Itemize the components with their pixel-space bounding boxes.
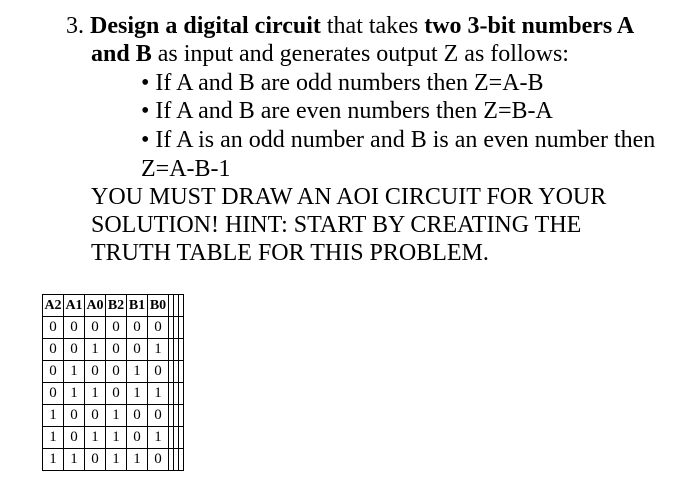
- instruction-line: TRUTH TABLE FOR THIS PROBLEM.: [91, 240, 489, 266]
- table-row: [43, 317, 184, 339]
- table-cell: 0: [127, 405, 148, 427]
- table-cell: 1: [64, 449, 85, 471]
- table-cell: 1: [148, 427, 169, 449]
- column-header: B1: [127, 295, 148, 317]
- column-header: B2: [106, 295, 127, 317]
- table-row: [43, 405, 184, 427]
- instruction-line: YOU MUST DRAW AN AOI CIRCUIT FOR YOUR: [91, 184, 607, 210]
- problem-line-1-text: that takes: [320, 13, 425, 39]
- empty-column-header: [179, 295, 184, 317]
- table-cell: 0: [85, 405, 106, 427]
- table-cell: 1: [106, 427, 127, 449]
- column-header: B0: [148, 295, 169, 317]
- rule-text: If A is an odd number and B is an even number then: [155, 127, 656, 153]
- table-cell: 0: [127, 317, 148, 339]
- table-cell: 0: [85, 449, 106, 471]
- rule-item: [141, 97, 553, 125]
- problem-inputs-bold: two 3-bit numbers A: [424, 13, 635, 39]
- table-row: [43, 339, 184, 361]
- table-cell: 0: [43, 339, 64, 361]
- empty-cell: [179, 317, 184, 339]
- table-cell: 1: [43, 449, 64, 471]
- empty-cell: [179, 427, 184, 449]
- empty-cell: [179, 405, 184, 427]
- table-cell: 1: [85, 427, 106, 449]
- bullet-icon: •: [141, 70, 150, 96]
- table-cell: 0: [106, 339, 127, 361]
- table-cell: 0: [43, 383, 64, 405]
- column-header: A2: [43, 295, 64, 317]
- table-cell: 0: [64, 405, 85, 427]
- table-cell: 1: [127, 449, 148, 471]
- table-cell: 0: [106, 317, 127, 339]
- column-header: A0: [85, 295, 106, 317]
- problem-inputs-bold-2: and B: [91, 41, 152, 67]
- problem-number: 3.: [66, 13, 84, 39]
- truth-table: [42, 294, 184, 471]
- empty-cell: [179, 383, 184, 405]
- table-cell: 0: [148, 449, 169, 471]
- table-cell: 1: [106, 405, 127, 427]
- problem-title-bold: Design a digital circuit: [90, 13, 321, 39]
- instruction-line: SOLUTION! HINT: START BY CREATING THE: [91, 212, 582, 238]
- table-cell: 0: [85, 317, 106, 339]
- table-cell: 1: [148, 383, 169, 405]
- table-cell: 0: [64, 317, 85, 339]
- empty-cell: [179, 339, 184, 361]
- table-row: [43, 383, 184, 405]
- rule-text: If A and B are even numbers then Z=B-A: [155, 98, 553, 124]
- table-cell: 0: [127, 339, 148, 361]
- table-row: [43, 361, 184, 383]
- table-cell: 0: [127, 427, 148, 449]
- rule-text: If A and B are odd numbers then Z=A-B: [155, 70, 544, 96]
- table-cell: 1: [64, 383, 85, 405]
- table-cell: 0: [148, 317, 169, 339]
- table-cell: 0: [43, 361, 64, 383]
- table-cell: 0: [106, 361, 127, 383]
- table-cell: 0: [64, 339, 85, 361]
- empty-cell: [179, 361, 184, 383]
- table-cell: 1: [85, 383, 106, 405]
- table-cell: 1: [64, 361, 85, 383]
- table-cell: 1: [85, 339, 106, 361]
- table-cell: 0: [148, 405, 169, 427]
- bullet-icon: •: [141, 127, 150, 153]
- problem-line-2: [91, 40, 569, 68]
- problem-line-1: [66, 12, 634, 40]
- table-cell: 0: [148, 361, 169, 383]
- table-cell: 1: [127, 361, 148, 383]
- table-cell: 0: [64, 427, 85, 449]
- table-body: [43, 317, 184, 471]
- table-cell: 0: [43, 317, 64, 339]
- table-cell: 1: [106, 449, 127, 471]
- table-row: [43, 449, 184, 471]
- table-cell: 1: [43, 427, 64, 449]
- rule-item: [141, 69, 544, 97]
- table-cell: 1: [43, 405, 64, 427]
- table-cell: 0: [106, 383, 127, 405]
- rule-item: [141, 126, 655, 154]
- table-row: [43, 427, 184, 449]
- table-cell: 1: [148, 339, 169, 361]
- rule-continuation: Z=A-B-1: [141, 156, 231, 182]
- table-cell: 0: [85, 361, 106, 383]
- empty-cell: [179, 449, 184, 471]
- table-cell: 1: [127, 383, 148, 405]
- problem-line-2-text: as input and generates output Z as follows:: [151, 41, 569, 67]
- table-header-row: [43, 295, 184, 317]
- bullet-icon: •: [141, 98, 150, 124]
- column-header: A1: [64, 295, 85, 317]
